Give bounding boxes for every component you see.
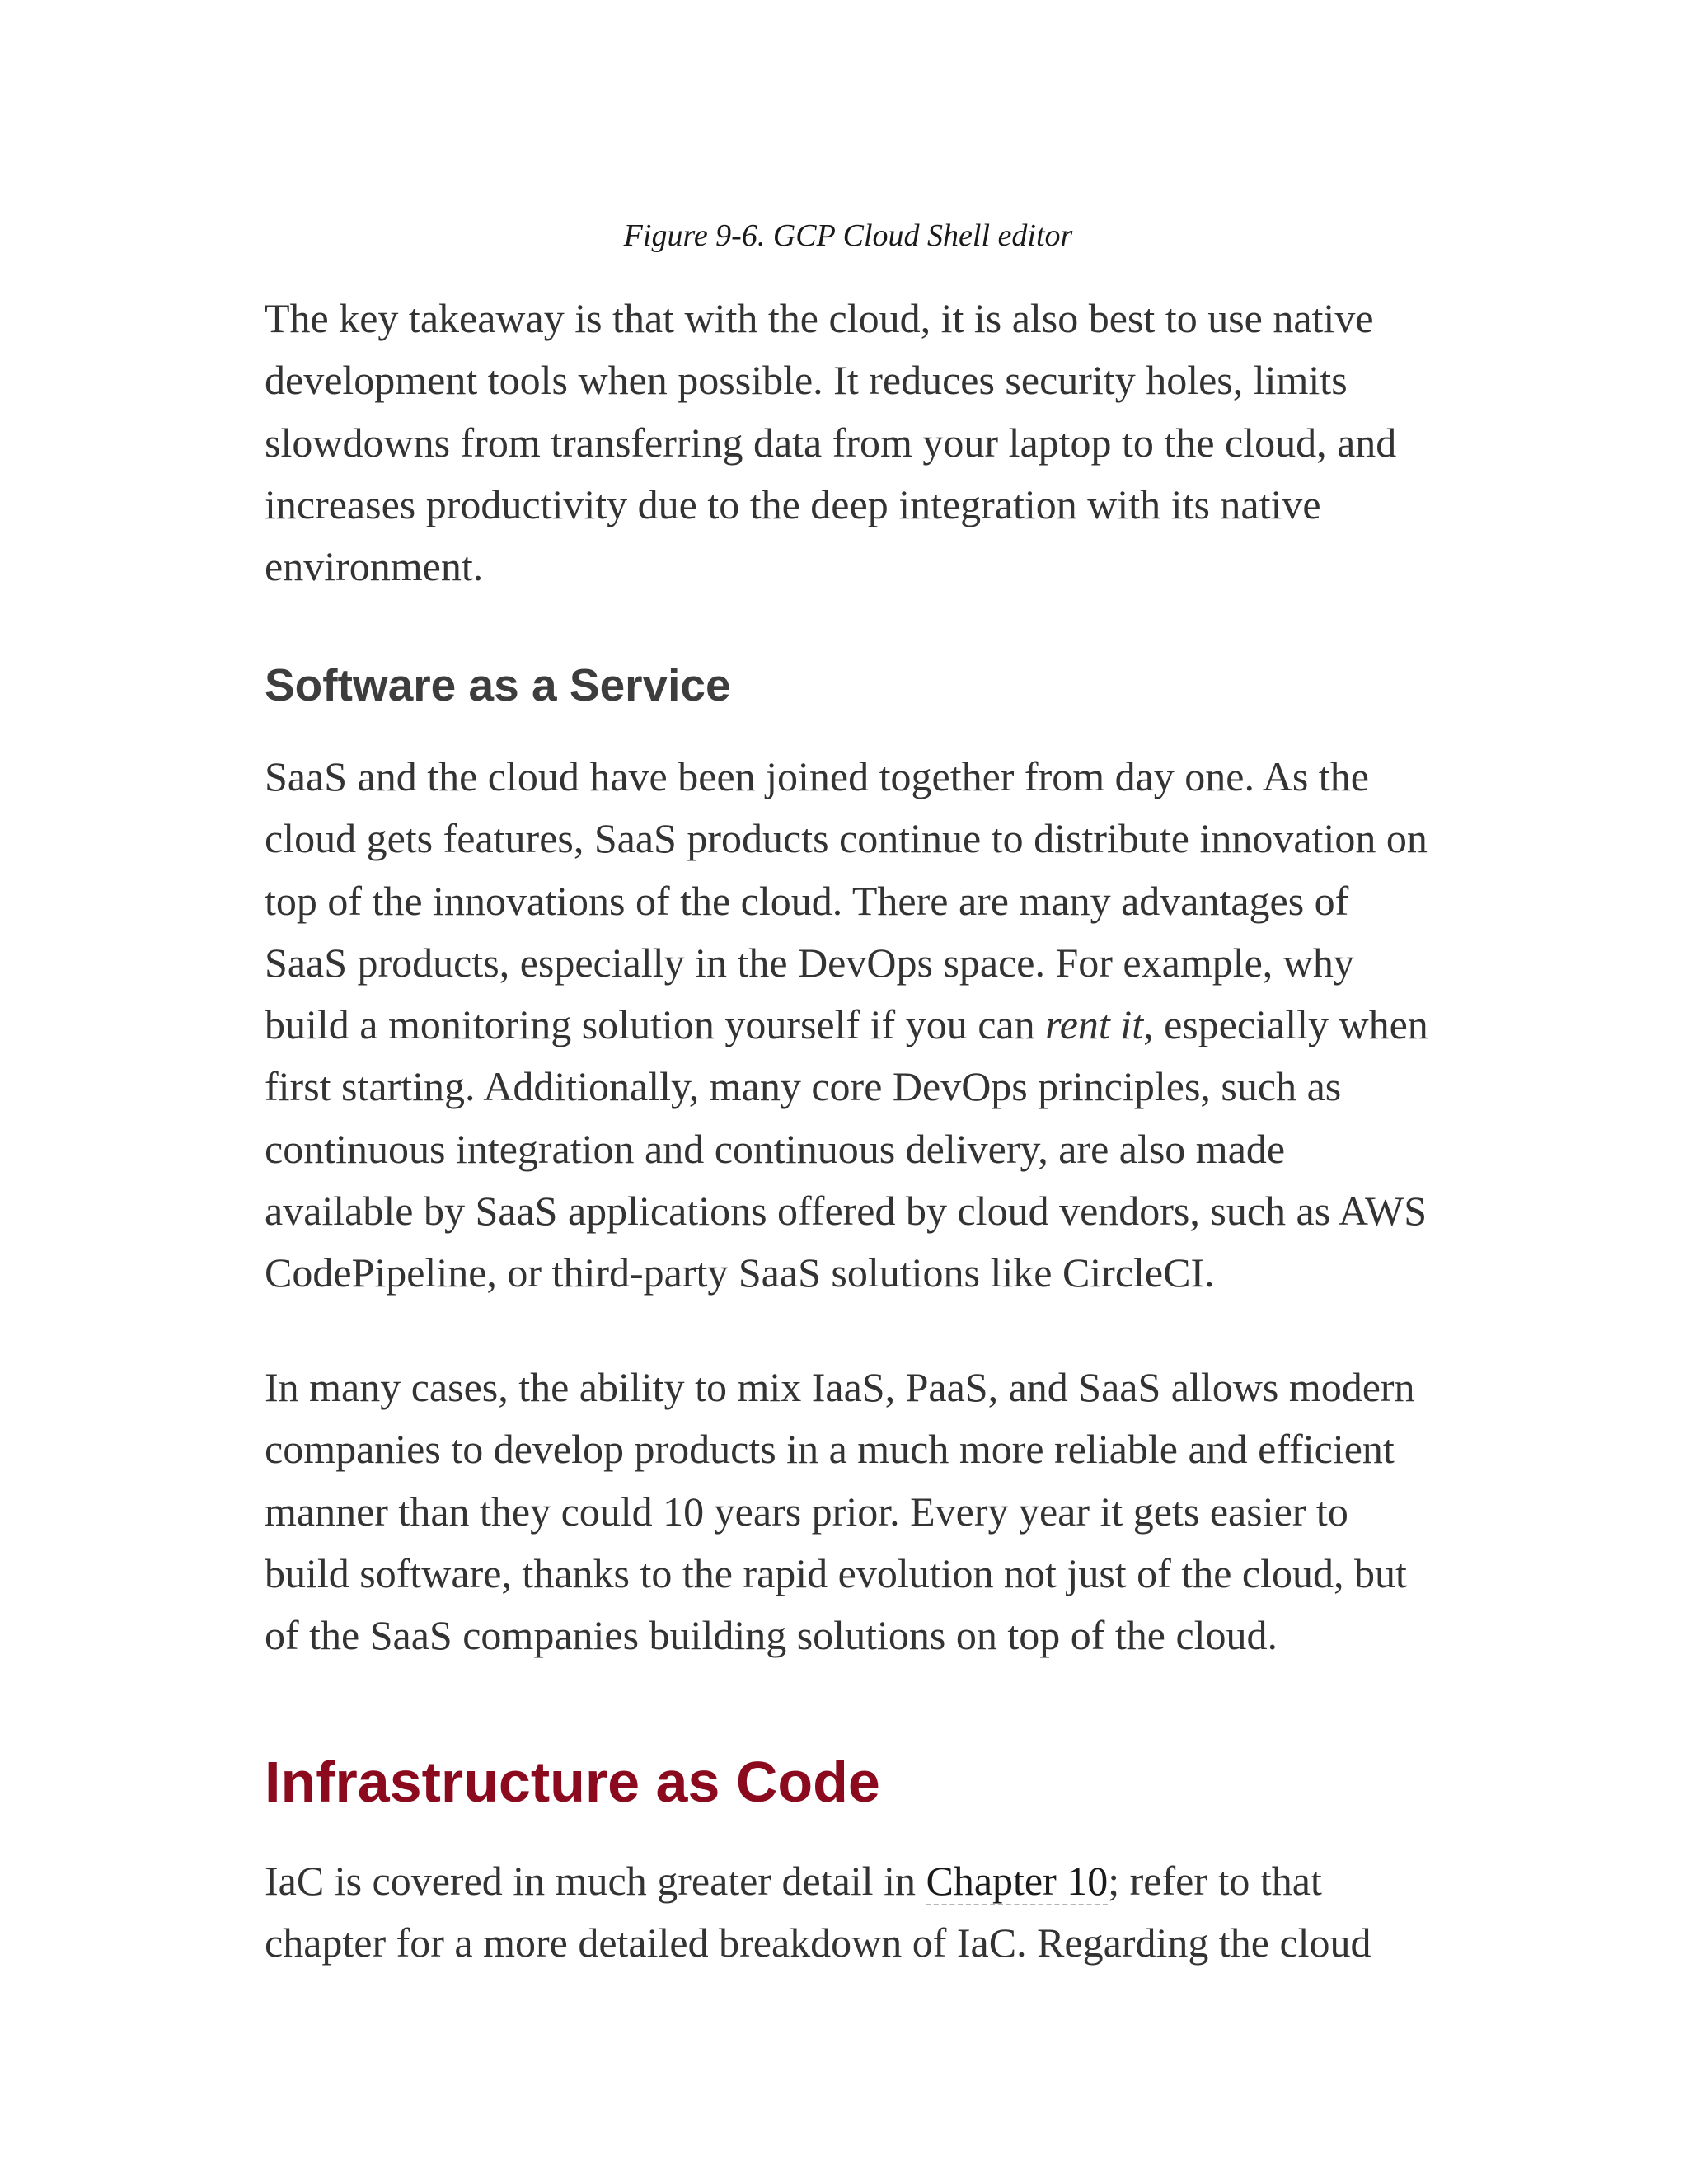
paragraph-iac-intro xyxy=(265,1850,1435,1975)
chapter-heading-iac: Infrastructure as Code xyxy=(265,1750,880,1814)
paragraph-cloud-native-tools: The key takeaway is that with the cloud, it is also best to use native development tools when possible. It reduces security holes, limits slowdowns from transferring data from your laptop to the cloud, and increases productivity due to the deep integration with its native environment. xyxy=(265,295,1397,590)
paragraph-saas-intro-text-start: SaaS and the cloud have been joined together from day one. As the cloud gets features, SaaS products continue to distribute innovation on top of the innovations of the cloud. There are many advantages of SaaS products, especially in the DevOps space. For example, why build a monitoring solution yourself if you can xyxy=(265,753,1428,1048)
paragraph-saas-mix: In many cases, the ability to mix IaaS, PaaS, and SaaS allows modern companies to develop products in a much more reliable and efficient manner than they could 10 years prior. Every year it gets easier to build software, thanks to the rapid evolution not just of the cloud, but of the SaaS companies building solutions on top of the cloud. xyxy=(265,1364,1415,1659)
section-heading-saas: Software as a Service xyxy=(265,659,731,710)
paragraph-iac-text-start: IaC is covered in much greater detail in xyxy=(265,1858,926,1904)
paragraph-saas-intro-text-end: , especially when first starting. Additionally, many core DevOps principles, such as continuous integration and continuous delivery, are also made available by SaaS applications offered by cloud vendors, such as AWS CodePipeline, or third-party SaaS solutions like CircleCI. xyxy=(265,1001,1428,1296)
paragraph-saas-intro xyxy=(265,746,1435,1305)
emphasis-rent-it: rent it xyxy=(1045,1001,1144,1048)
chapter-10-link[interactable]: Chapter 10 xyxy=(926,1858,1109,1904)
paragraph-iac-text-end: ; refer to that chapter for a more detailed breakdown of IaC. Regarding the cloud xyxy=(265,1858,1372,1966)
figure-caption: Figure 9-6. GCP Cloud Shell editor xyxy=(623,218,1073,253)
